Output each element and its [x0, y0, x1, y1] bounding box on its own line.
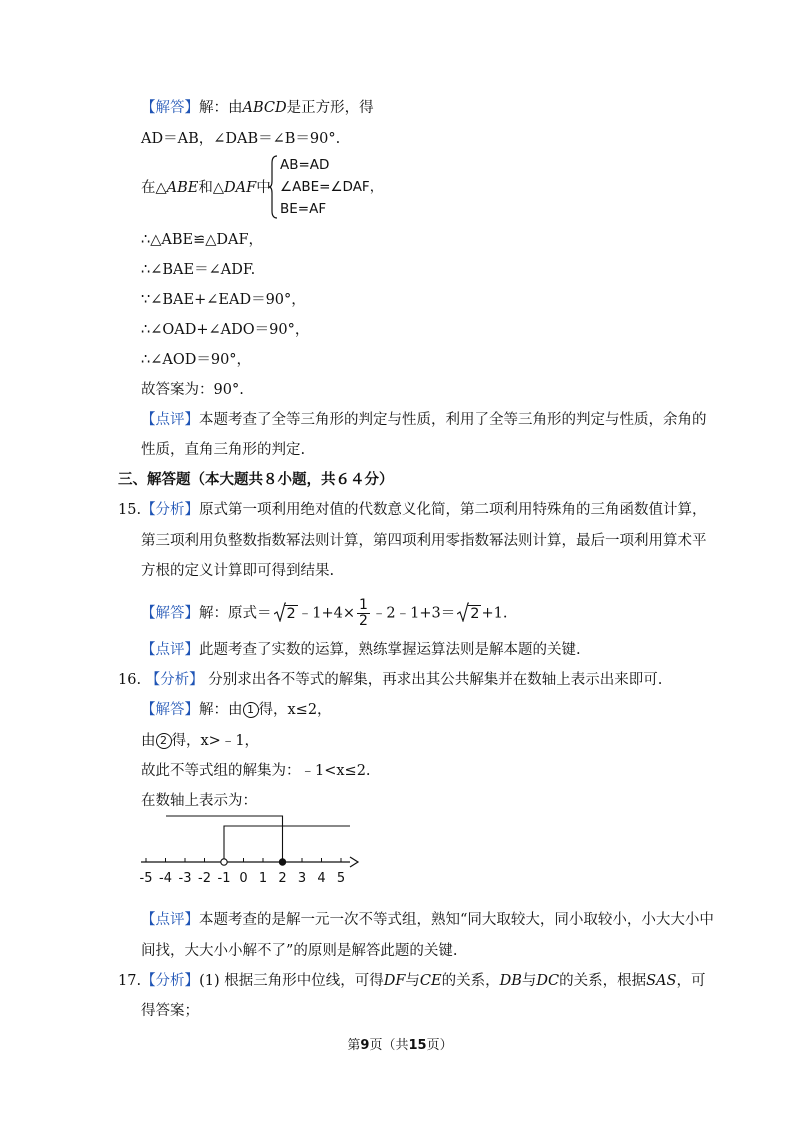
text: ，可	[676, 973, 706, 989]
sqrt-argument: 2	[286, 605, 296, 622]
brace-icon	[268, 155, 278, 219]
q15-analysis-line-1	[118, 500, 707, 520]
tick-label: 4	[317, 871, 326, 886]
comment-tag: 【点评】	[141, 912, 199, 928]
text: 是正方形，得	[286, 100, 374, 116]
q17-analysis-line-2: 得答案；	[141, 1003, 199, 1019]
closed-point-marker	[279, 859, 285, 865]
q15-analysis-line-3: 方根的定义计算即可得到结果.	[141, 563, 335, 579]
text: ABCD	[242, 100, 287, 116]
solution-tag: 【解答】	[141, 605, 199, 622]
solution-line-5: ∴∠BAE＝∠ADF.	[141, 262, 256, 278]
text: DF	[383, 973, 406, 989]
text: 与	[405, 973, 420, 989]
q15-analysis-line-2: 第三项利用负整数指数幂法则计算，第四项利用零指数幂法则计算，最后一项利用算术平	[141, 533, 707, 549]
solution-line-2: AD＝AB，∠DAB＝∠B＝90°.	[141, 131, 341, 147]
text: 与	[521, 973, 537, 989]
comment-tag: 【点评】	[141, 642, 199, 658]
text: 的关系，	[441, 973, 500, 989]
q16-solution-line-2	[141, 731, 259, 751]
axis-arrow-icon	[350, 857, 358, 867]
tick-label: -5	[139, 871, 153, 886]
text: DB	[499, 973, 522, 989]
text: 第	[347, 1038, 361, 1053]
solution-tag: 【解答】	[141, 702, 199, 718]
comment-line-2: 性质，直角三角形的判定.	[141, 442, 306, 458]
text: 的关系，根据	[559, 973, 647, 989]
tick-label: -1	[217, 871, 231, 886]
solution-line-4: ∴△ABE≌△DAF，	[141, 232, 264, 248]
q16-analysis	[118, 670, 662, 690]
page-number: 9	[360, 1038, 370, 1053]
system-row-2	[280, 178, 383, 196]
question-number: 16.	[118, 672, 142, 688]
solution-line-9: 故答案为：90°.	[141, 382, 244, 398]
system-row-1: AB=AD	[280, 157, 330, 173]
solution-line-7: ∴∠OAD+∠ADO＝90°，	[141, 322, 310, 338]
text: 由	[141, 733, 156, 749]
text: 页（共	[369, 1038, 409, 1053]
q16-comment-line-1	[141, 910, 714, 930]
page-footer	[0, 1034, 800, 1053]
comment-line-1	[141, 410, 707, 430]
tick-label: 1	[258, 871, 268, 886]
text: DAF	[224, 180, 257, 196]
open-point-marker	[221, 859, 227, 865]
q16-solution-line-1	[141, 700, 332, 720]
q15-solution	[141, 598, 507, 629]
radical-icon	[457, 602, 469, 622]
text: 解：由	[199, 100, 243, 116]
tick-label: -4	[159, 871, 172, 886]
text: CE	[419, 973, 442, 989]
solution-ray-greater	[224, 826, 350, 862]
text: 得，x≤2，	[258, 702, 332, 718]
q15-comment	[141, 640, 581, 660]
solution-line-8: ∴∠AOD＝90°，	[141, 352, 252, 368]
comment-tag: 【点评】	[141, 412, 199, 428]
text: 页）	[426, 1038, 453, 1053]
question-number: 17.	[118, 973, 142, 989]
system-row-3: BE=AF	[280, 201, 327, 217]
text: 得，x>﹣1，	[171, 733, 260, 749]
text: 原式第一项利用绝对值的代数意义化简，第二项利用特殊角的三角函数值计算，	[199, 502, 707, 518]
solution-tag: 【解答】	[141, 100, 199, 116]
q17-analysis-line-1	[118, 971, 705, 991]
text: 本题考查的是解一元一次不等式组，熟知“同大取较大，同小取较小，小大大小中	[199, 912, 714, 928]
number-line-figure	[136, 812, 366, 888]
text: ∠ABE=∠DAF	[280, 179, 370, 195]
circled-number: 2	[156, 733, 172, 749]
text: ABE	[166, 180, 199, 196]
radical-icon	[274, 602, 286, 622]
question-number: 15.	[118, 502, 142, 518]
tick-label: -3	[178, 871, 192, 886]
text: ，	[369, 179, 384, 195]
total-pages: 15	[408, 1038, 427, 1053]
tick-label: 3	[297, 871, 307, 886]
text: 中	[256, 180, 271, 196]
text: 本题考查了全等三角形的判定与性质，利用了全等三角形的判定与性质，余角的	[199, 412, 707, 428]
section-title: 三、解答题（本大题共８小题，共６４分）	[118, 471, 394, 488]
text: 在△	[141, 180, 167, 196]
sqrt-expression	[457, 604, 481, 624]
solution-line-6: ∵∠BAE+∠EAD＝90°，	[141, 292, 306, 308]
analysis-tag: 【分析】	[141, 973, 200, 989]
tick-label: 0	[239, 871, 248, 886]
text: 分别求出各不等式的解集，再求出其公共解集并在数轴上表示出来即可.	[208, 672, 663, 688]
text: 解：由	[199, 702, 243, 718]
text: DC	[536, 973, 560, 989]
sqrt-expression	[274, 604, 298, 624]
text: 和△	[198, 180, 225, 196]
q16-comment-line-2: 间找，大大小小解不了”的原则是解答此题的关键.	[141, 943, 458, 959]
solution-line-1	[141, 98, 374, 118]
analysis-tag: 【分析】	[145, 672, 204, 688]
q16-solution-line-4: 在数轴上表示为：	[141, 793, 257, 809]
text: 此题考查了实数的运算，熟练掌握运算法则是解本题的关键.	[199, 642, 581, 658]
sqrt-argument: 2	[470, 605, 480, 622]
analysis-tag: 【分析】	[141, 502, 200, 518]
tick-label: -2	[198, 871, 211, 886]
tick-label: 5	[336, 871, 346, 886]
fraction	[357, 598, 370, 629]
circled-number: 1	[243, 702, 259, 718]
fraction-numerator: 1	[358, 597, 368, 613]
text: 解：原式＝	[199, 605, 272, 622]
text: +1.	[481, 605, 508, 622]
text: SAS	[646, 973, 677, 989]
text: (1) 根据三角形中位线，可得	[199, 973, 384, 989]
tick-label: 2	[278, 871, 287, 886]
fraction-denominator: 2	[358, 613, 368, 629]
text: ﹣2﹣1+3＝	[371, 605, 456, 622]
q16-solution-line-3: 故此不等式组的解集为：﹣1<x≤2.	[141, 763, 371, 779]
solution-line-3	[141, 178, 271, 198]
text: ﹣1+4×	[297, 605, 355, 622]
